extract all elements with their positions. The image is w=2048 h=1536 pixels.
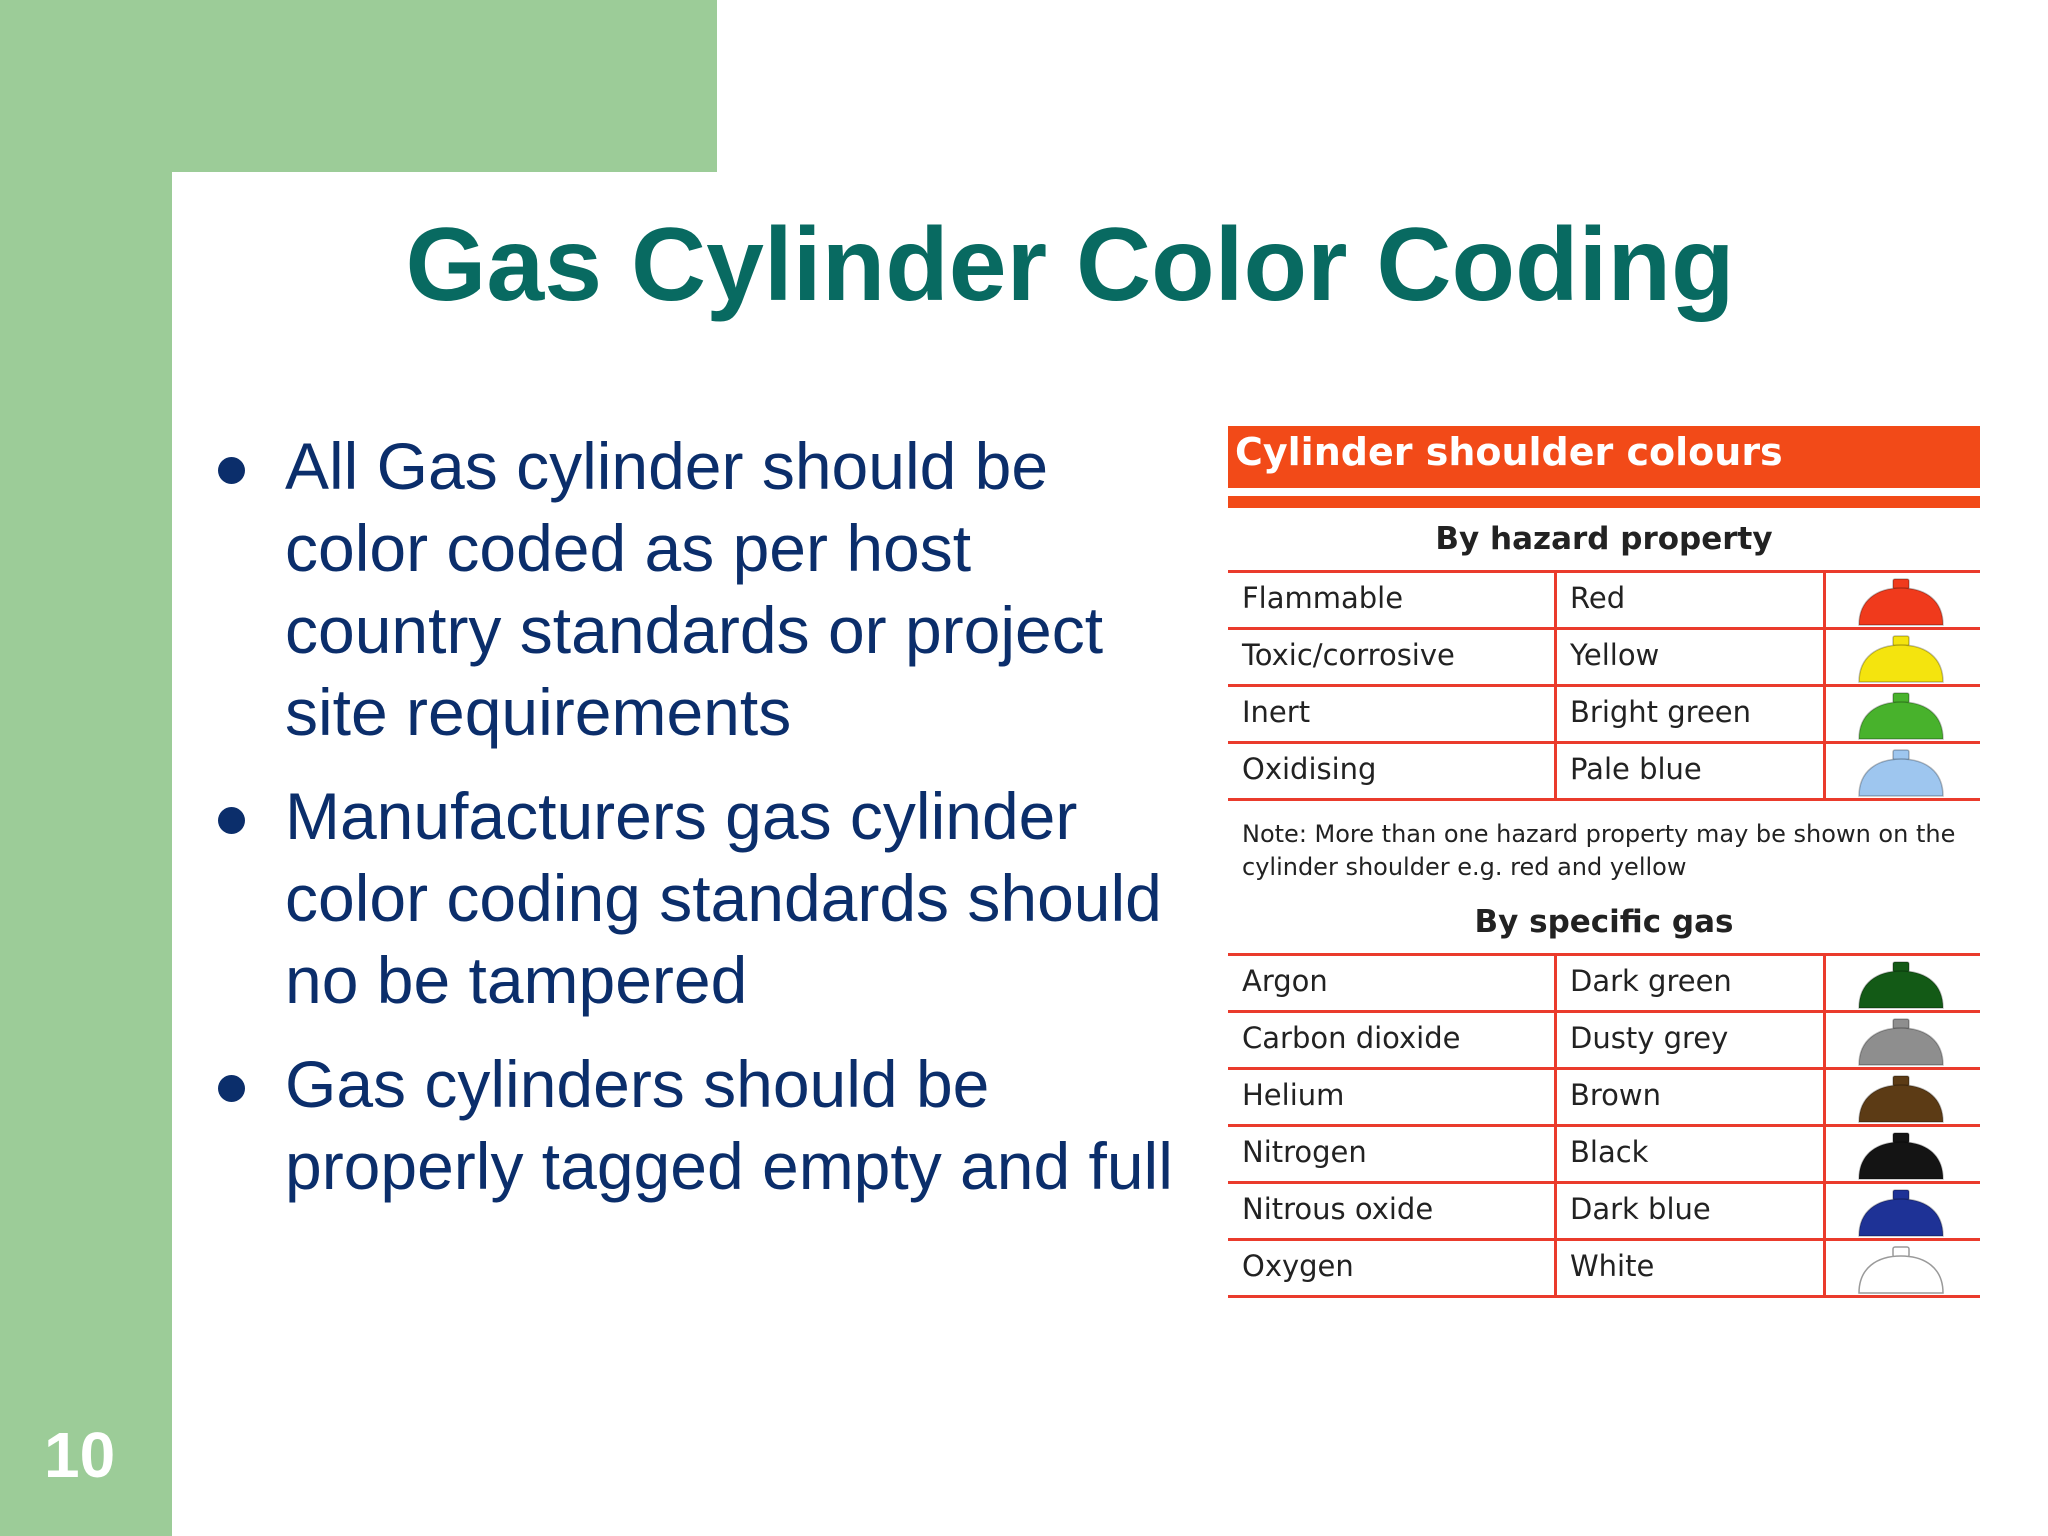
column-divider	[1554, 956, 1557, 1010]
table-row	[1228, 1124, 1980, 1181]
row-label: Flammable	[1242, 581, 1404, 615]
row-colour-name: White	[1570, 1249, 1655, 1283]
cylinder-shoulder-icon	[1855, 1189, 1947, 1237]
table-row	[1228, 627, 1980, 684]
column-divider	[1823, 1127, 1826, 1181]
column-divider	[1554, 687, 1557, 741]
column-divider	[1823, 630, 1826, 684]
bullet-text: All Gas cylinder should be color coded as per host country standards or project site requirements	[285, 429, 1104, 749]
gas-section-title: By specific gas	[1474, 904, 1734, 940]
column-divider	[1554, 630, 1557, 684]
bullet-list	[205, 425, 1205, 1229]
bullet-item	[205, 425, 1205, 753]
gas-rows	[1228, 953, 1980, 1298]
row-label: Inert	[1242, 695, 1311, 729]
column-divider	[1823, 1184, 1826, 1238]
cylinder-colour-chart	[1228, 426, 1980, 1304]
row-colour-name: Dark green	[1570, 964, 1732, 998]
table-row	[1228, 741, 1980, 801]
row-colour-name: Dark blue	[1570, 1192, 1711, 1226]
cylinder-shoulder-icon	[1855, 1075, 1947, 1123]
table-row	[1228, 1238, 1980, 1298]
row-colour-name: Red	[1570, 581, 1626, 615]
chart-header-text: Cylinder shoulder colours	[1235, 430, 1783, 474]
row-label: Helium	[1242, 1078, 1345, 1112]
column-divider	[1554, 1013, 1557, 1067]
cylinder-shoulder-icon	[1855, 749, 1947, 797]
bullet-text: Gas cylinders should be properly tagged empty and full	[285, 1047, 1173, 1203]
row-colour-name: Pale blue	[1570, 752, 1702, 786]
cylinder-shoulder-icon	[1855, 1018, 1947, 1066]
row-colour-name: Dusty grey	[1570, 1021, 1729, 1055]
column-divider	[1554, 1070, 1557, 1124]
table-row	[1228, 1010, 1980, 1067]
column-divider	[1823, 687, 1826, 741]
bullet-dot-icon	[218, 1075, 245, 1102]
bullet-item	[205, 1043, 1205, 1207]
chart-header-bar	[1228, 426, 1980, 488]
top-green-band	[0, 0, 717, 172]
column-divider	[1823, 1013, 1826, 1067]
row-label: Carbon dioxide	[1242, 1021, 1461, 1055]
bullet-text: Manufacturers gas cylinder color coding standards should no be tampered	[285, 779, 1162, 1017]
column-divider	[1823, 744, 1826, 798]
column-divider	[1554, 1184, 1557, 1238]
cylinder-shoulder-icon	[1855, 635, 1947, 683]
row-colour-name: Yellow	[1570, 638, 1660, 672]
cylinder-shoulder-icon	[1855, 692, 1947, 740]
column-divider	[1554, 744, 1557, 798]
row-colour-name: Bright green	[1570, 695, 1752, 729]
table-row	[1228, 684, 1980, 741]
cylinder-shoulder-icon	[1855, 1132, 1947, 1180]
page-number: 10	[44, 1419, 116, 1491]
column-divider	[1823, 1070, 1826, 1124]
row-label: Nitrous oxide	[1242, 1192, 1434, 1226]
cylinder-shoulder-icon	[1855, 578, 1947, 626]
bullet-item	[205, 775, 1205, 1021]
row-label: Oxidising	[1242, 752, 1377, 786]
column-divider	[1823, 573, 1826, 627]
row-label: Toxic/corrosive	[1242, 638, 1455, 672]
bullet-dot-icon	[218, 457, 245, 484]
bullet-dot-icon	[218, 807, 245, 834]
left-green-band	[0, 0, 172, 1536]
table-row	[1228, 953, 1980, 1010]
row-colour-name: Brown	[1570, 1078, 1662, 1112]
column-divider	[1823, 1241, 1826, 1295]
cylinder-shoulder-icon	[1855, 1246, 1947, 1294]
table-row	[1228, 570, 1980, 627]
row-colour-name: Black	[1570, 1135, 1649, 1169]
column-divider	[1823, 956, 1826, 1010]
table-row	[1228, 1067, 1980, 1124]
cylinder-shoulder-icon	[1855, 961, 1947, 1009]
slide-title: Gas Cylinder Color Coding	[405, 207, 1735, 323]
row-label: Nitrogen	[1242, 1135, 1367, 1169]
column-divider	[1554, 1127, 1557, 1181]
chart-header-stripe	[1228, 496, 1980, 508]
row-label: Argon	[1242, 964, 1328, 998]
table-row	[1228, 1181, 1980, 1238]
row-label: Oxygen	[1242, 1249, 1354, 1283]
column-divider	[1554, 573, 1557, 627]
column-divider	[1554, 1241, 1557, 1295]
chart-note: Note: More than one hazard property may be shown on the cylinder shoulder e.g. red and yellow	[1242, 820, 1956, 881]
hazard-section-title: By hazard property	[1435, 521, 1773, 557]
hazard-rows	[1228, 570, 1980, 801]
